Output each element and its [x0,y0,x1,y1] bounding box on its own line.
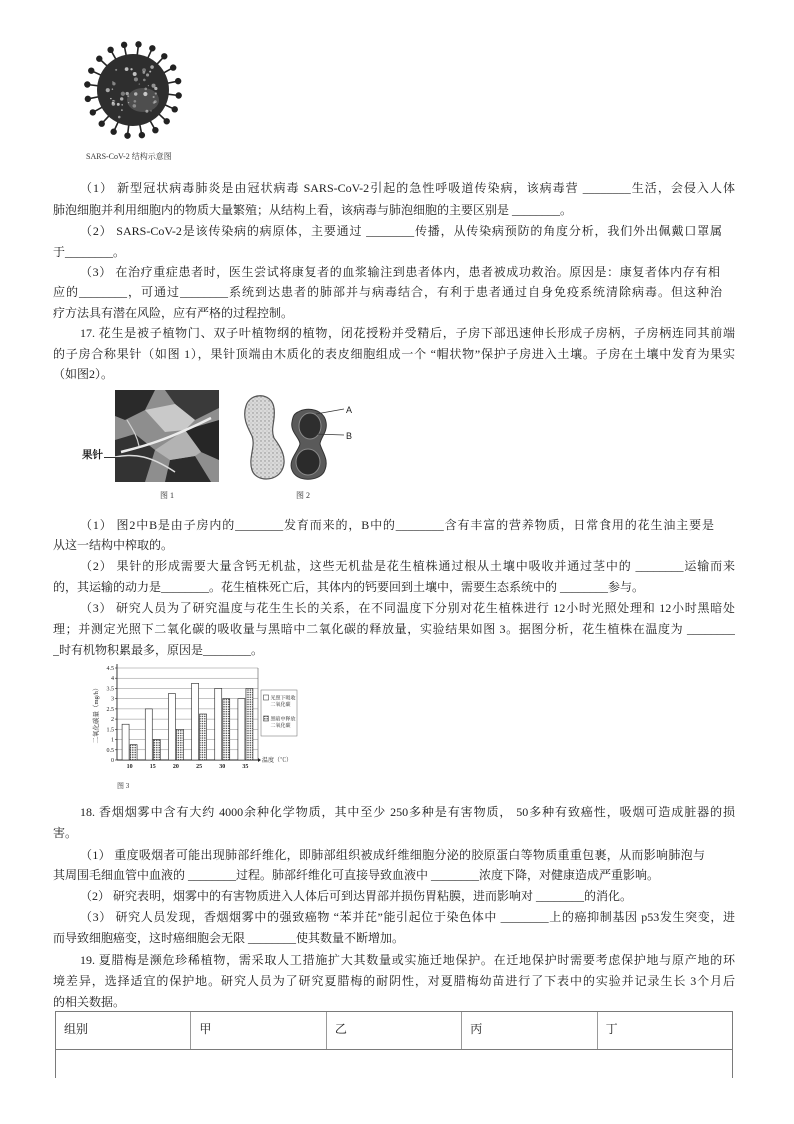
y-tick-label: 2 [111,717,114,724]
q16-line-7: 疗方法具有潜在风险，应有严格的过程控制。 [53,306,294,320]
virus-spike-head [139,132,145,138]
legend-label-dark: 黑暗中释放二氧化碳 [270,717,296,729]
figure-1-peanut-plant-photo [115,390,219,482]
q16-line-1: （1） 新型冠状病毒肺炎是由冠状病毒 SARS-CoV-2引起的急性呼吸道传染病，该病毒营 ________生活，会侵入人体 [80,181,735,195]
x-tick-label: 35 [242,764,249,770]
q17-sub-line-5: （3） 研究人员为了研究温度与花生生长的关系，在不同温度下分别对花生植株进行 12小时光照处理和 12小时黑暗处 [80,601,735,615]
virus-speckle [134,92,137,95]
figure-3-co2-bar-chart [86,660,300,778]
q16-line-4: 于________。 [53,245,126,259]
virus-speckle [133,72,137,76]
q18-line-6: （3） 研究人员发现，香烟烟雾中的强致癌物 “苯并芘”能引起位于染色体中 ________上的癌抑制基因 p53发生突变，进 [80,910,735,924]
y-tick-label: 4 [111,676,114,683]
virus-spike-head [170,64,176,70]
q18-line-1: 18. 香烟烟雾中含有大约 4000余种化学物质，其中至少 250多种是有害物质， 50多种有致癌性，吸烟可造成脏器的损 [80,805,735,819]
x-tick-label: 20 [172,764,179,770]
q17-sub-line-6: 理；并测定光照下二氧化碳的吸收量与黑暗中二氧化碳的释放量，实验结果如图 3。据图分析，花生植株在温度为 ________ [53,622,735,636]
bar-light-10 [122,724,129,760]
q16-line-3: （2） SARS-CoV-2是该传染病的病原体，主要通过 ________传播，从传染病预防的角度分析，我们外出佩戴口罩属 [80,224,722,238]
virus-speckle [148,85,149,86]
virus-speckle [112,88,113,89]
bar-dark-30 [223,699,230,760]
virus-spike-head [96,56,102,62]
virus-speckle [127,95,129,97]
q17-sub-line-2: 从这一结构中榨取的。 [53,538,174,552]
virus-speckle [106,88,110,92]
virus-speckle [121,104,122,105]
virus-speckle [150,110,152,112]
table-row [55,1050,733,1078]
virus-spike-head [107,47,113,53]
virus-spike-head [172,106,178,112]
figure-2-label-a: A [346,405,353,415]
virus-spike-head [121,42,127,48]
y-tick-label: 3 [111,696,114,703]
virus-spike-head [152,127,158,133]
virus-speckle [142,68,146,72]
virus-speckle [121,92,125,96]
x-tick-label: 15 [149,764,156,770]
q17-sub-line-1: （1） 图2中B是由子房内的________发育而来的，B中的________含有丰富的营养物质，日常食用的花生油主要是 [80,518,714,532]
virus-speckle [150,65,154,69]
bar-light-25 [192,683,199,760]
q19-line-2: 境差异，选择适宜的保护地。研究人员为了研究夏腊梅的耐阴性，对夏腊梅幼苗进行了下表中的实验并记录生长 3个月后 [53,974,735,988]
virus-spike-head [164,118,170,124]
virus-speckle [125,67,129,71]
q18-line-4: 其周围毛细血管中血液的 ________过程。肺部纤维化可直接导致血液中 ________浓度下降，对健康造成严重影响。 [53,868,660,882]
q18-line-7: 而导致细胞癌变，这时癌细胞会无限 ________使其数量不断增加。 [53,931,405,945]
x-tick-label: 25 [196,764,203,770]
virus-spike-head [110,129,116,135]
virus-spike-head [161,53,167,59]
bar-dark-10 [130,745,137,760]
virus-speckle [112,82,115,85]
bar-dark-25 [200,714,207,760]
y-tick-label: 2.5 [106,706,114,713]
legend-swatch-dark [264,716,269,721]
y-tick-label: 1.5 [106,727,114,734]
y-tick-label: 0.5 [106,747,114,754]
virus-speckle [117,103,120,106]
y-tick-label: 0 [111,758,114,764]
virus-speckle [134,100,137,103]
q17-stem-line-3: （如图2）。 [53,367,114,381]
q16-line-5: （3） 在治疗重症患者时，医生尝试将康复者的血浆输注到患者体内，患者被成功救治。原因是：康复者体内存有相 [80,265,720,279]
virus-speckle [118,116,121,119]
virus-spike-head [149,45,155,51]
virus-speckle [146,73,149,76]
virus-speckle [128,102,129,103]
q17-sub-line-4: 的，其运输的动力是________。花生植株死亡后，其体内的钙要回到土壤中，需要生态系统中的 ________参与。 [53,580,645,594]
figure-1-label-guozhen: 果针 [82,450,103,461]
virus-speckle [152,84,156,88]
figure-2-label-b: B [346,431,353,441]
q17-stem-line-1: 17. 花生是被子植物门、双子叶植物纲的植物，闭花授粉并受精后，子房下部迅速伸长形成子房柄，子房柄连同其前端 [80,326,735,340]
figure-1-label-pointer [104,457,122,458]
table-header-ding: 丁 [605,1022,618,1036]
virus-spike-head [124,132,130,138]
virus-speckle [154,87,157,90]
q19-line-1: 19. 夏腊梅是濒危珍稀植物，需采取人工措施扩大其数量或实施迁地保护。在迁地保护时需要考虑保护地与原产地的环 [80,953,735,967]
peanut-seed-lower [296,449,320,475]
q18-line-5: （2） 研究表明，烟雾中的有害物质进入人体后可到达胃部并损伤胃粘膜，进而影响对 ________的消化。 [80,889,633,903]
x-tick-label: 30 [219,764,226,770]
bar-light-15 [145,709,152,760]
virus-speckle [149,71,151,73]
virus-core-highlight [127,88,159,112]
virus-spike-head [99,121,105,127]
q18-line-2: 害。 [53,826,78,840]
q16-line-6: 应的________，可通过________系统到达患者的肺部并与病毒结合，有利于患者通过自身免疫系统清除病毒。但这种治 [53,285,722,299]
x-axis-label: 温度（℃） [262,758,293,764]
q18-line-3: （1） 重度吸烟者可能出现肺部纤维化，即肺部组织被成纤维细胞分泌的胶原蛋白等物质重重包裹，从而影响肺泡与 [80,848,705,862]
legend-label-light: 光照下吸收二氧化碳 [270,696,296,708]
figure-2-caption: 图 2 [296,491,310,500]
peanut-whole-shell [245,396,284,479]
virus-speckle [134,77,138,81]
virus-speckle [139,83,140,84]
virus-speckle [126,92,129,95]
virus-speckle [115,69,117,71]
virus-caption: SARS-CoV-2 结构示意图 [86,152,172,161]
virus-speckle [145,110,148,113]
y-tick-label: 4.5 [106,666,114,672]
bar-dark-15 [153,740,160,760]
bar-dark-20 [176,729,183,760]
bar-light-20 [168,694,175,760]
virus-speckle [114,100,115,101]
virus-spike-head [175,78,181,84]
virus-speckle [133,104,137,108]
y-tick-label: 1 [111,737,114,744]
peanut-seed-upper [299,413,321,439]
virus-speckle [153,101,156,104]
virus-speckle [130,68,132,70]
virus-speckle [153,96,155,98]
virus-speckle [155,92,157,94]
virus-spike-head [85,96,91,102]
virus-spike-head [175,92,181,98]
label-a-pointer [316,409,344,414]
table-header-group: 组别 [56,1012,191,1049]
bar-light-35 [238,699,245,760]
figure-1-caption: 图 1 [160,491,174,500]
virus-spike-head [135,41,141,47]
virus-speckle [143,79,146,82]
q16-line-2: 肺泡细胞并利用细胞内的物质大量繁殖；从结构上看，该病毒与肺泡细胞的主要区别是 ________。 [53,203,573,217]
virus-speckle [145,92,146,93]
virus-speckle [120,97,123,100]
virus-spike-head [88,67,94,73]
virus-speckle [110,98,111,99]
virus-structure-illustration [83,38,185,144]
table-header-row [55,1011,733,1050]
q17-stem-line-2: 的子房合称果针（如图 1），果针顶端由木质化的表皮细胞组成一个 “帽状物”保护子房进入土壤。子房在土壤中发育为果实 [53,347,735,361]
virus-spike-head [90,109,96,115]
x-tick-label: 10 [126,764,133,770]
figure-3-caption: 图 3 [117,782,130,790]
q17-sub-line-7: _时有机物积累最多，原因是________。 [53,643,264,657]
bar-light-30 [215,688,222,760]
q19-line-3: 的相关数据。 [53,995,126,1009]
q17-sub-line-3: （2） 果针的形成需要大量含钙无机盐，这些无机盐是花生植株通过根从土壤中吸收并通过茎中的 ________运输而来 [80,559,735,573]
virus-speckle [112,102,116,106]
table-header-bing: 丙 [462,1012,597,1049]
legend-swatch-light [264,695,269,700]
virus-speckle [121,109,123,111]
y-axis-label: 二氧化碳量（mg/h） [93,684,100,744]
virus-speckle [112,100,114,102]
virus-speckle [144,88,147,91]
table-header-jia: 甲 [191,1012,326,1049]
virus-spike-head [84,81,90,87]
experiment-table [55,1011,733,1078]
x-axis-arrow [258,758,261,762]
table-header-yi: 乙 [327,1012,462,1049]
bar-dark-35 [246,688,253,760]
figure-2-peanut-fruits [236,392,362,484]
y-tick-label: 3.5 [106,686,114,693]
